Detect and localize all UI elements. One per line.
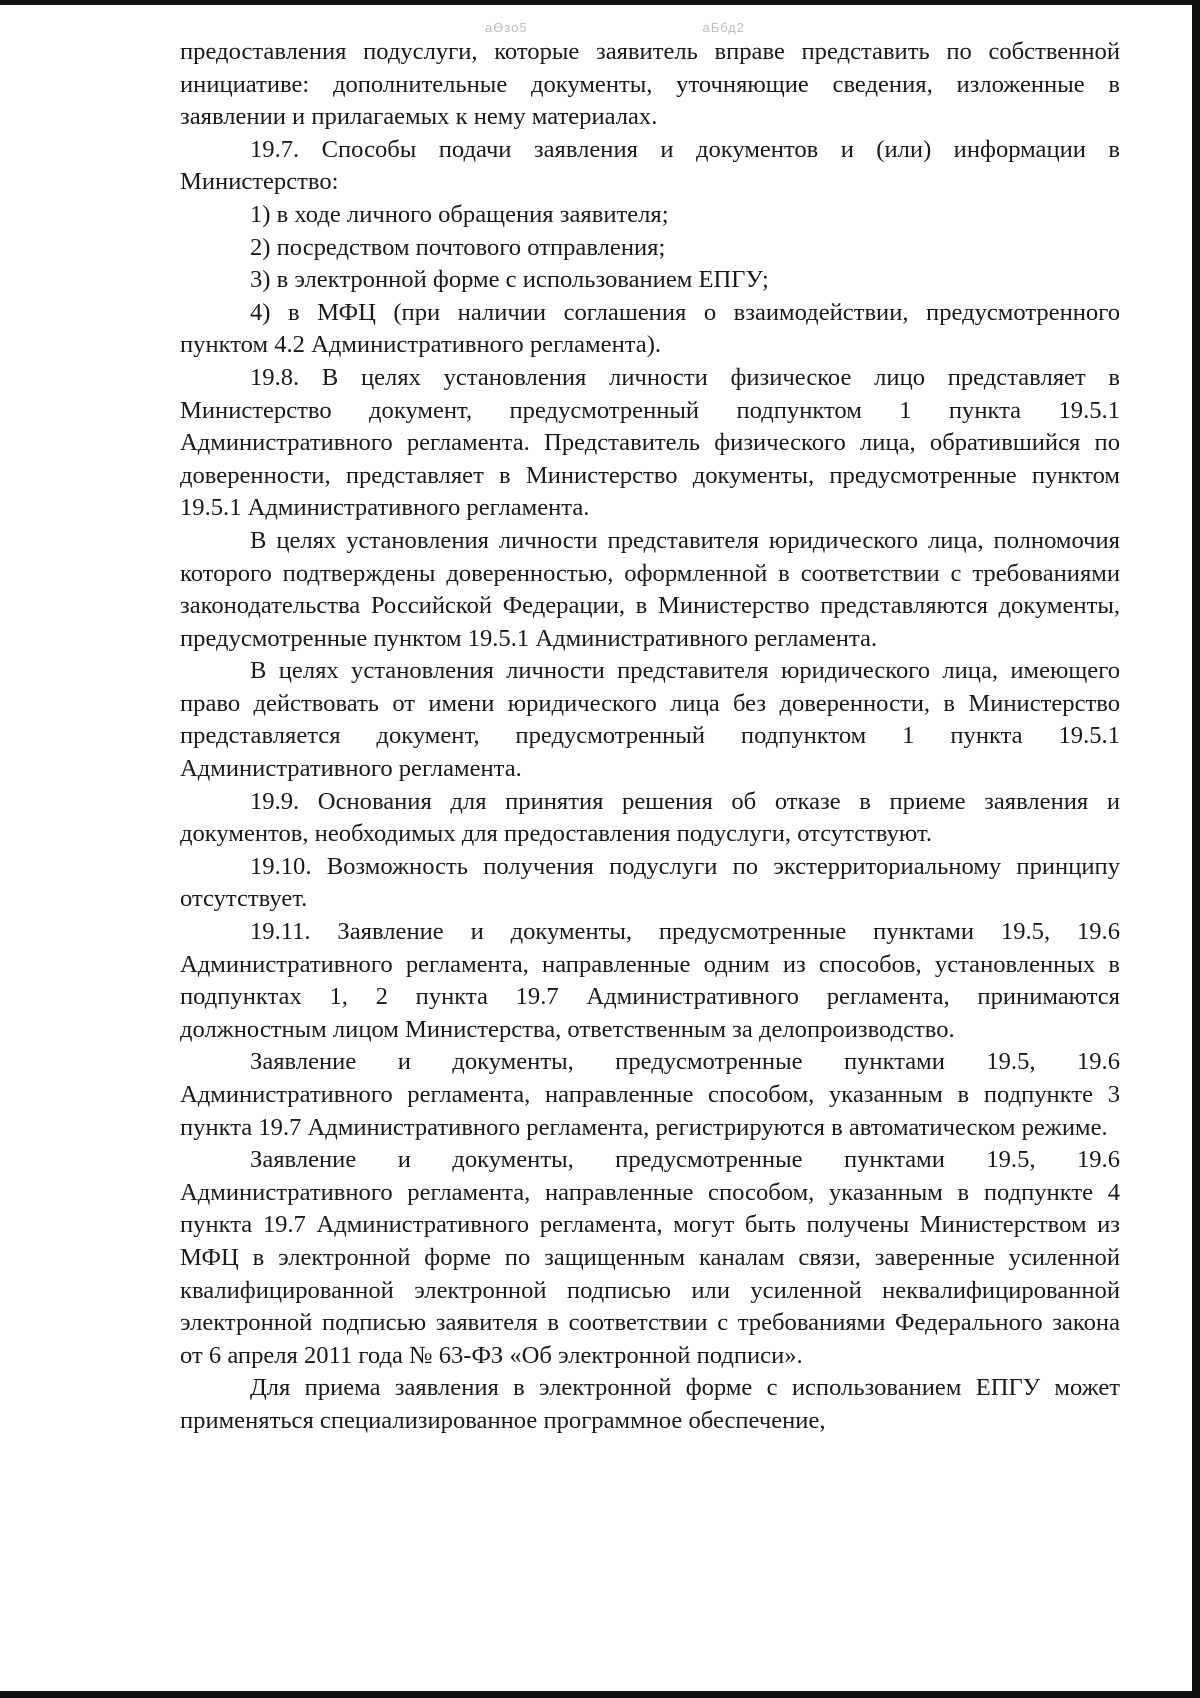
paragraph-19-9: 19.9. Основания для принятия решения об отказе в приеме заявления и документов, необходимых для предоставления подуслуги, отсутствуют.	[180, 787, 1120, 848]
list-item-3: 3) в электронной форме с использованием ЕПГУ;	[250, 266, 769, 294]
paragraph-19-8: 19.8. В целях установления личности физическое лицо представляет в Министерство документ, предусмотренный подпунктом 1 пункта 19.5.1 Административного регламента. Представитель физического лица, обратившийся по доверенности, представляет в Министерство документы, предусмотренные пунктом 19.5.1 Административного регламента.	[180, 363, 1120, 522]
scan-edge-top	[0, 0, 1200, 5]
paragraph-mfc-electronic: Заявление и документы, предусмотренные пунктами 19.5, 19.6 Административного регламента, направленные способом, указанным в подпункте 4 пункта 19.7 Административного регламента, могут быть получены Министерством из МФЦ в электронной форме по защищенным каналам связи, заверенные усиленной квалифицированной электронной подписью или усиленной неквалифицированной электронной подписью заявителя в соответствии с требованиями Федерального закона от 6 апреля 2011 года № 63-ФЗ «Об электронной подписи».	[180, 1146, 1120, 1369]
paragraph-legal-entity-without-proxy: В целях установления личности представителя юридического лица, имеющего право действовать от имени юридического лица без доверенности, в Министерство представляется документ, предусмотренный подпунктом 1 пункта 19.5.1 Административного регламента.	[180, 657, 1120, 783]
list-item-2: 2) посредством почтового отправления;	[250, 233, 666, 261]
paragraph-epgu-software: Для приема заявления в электронной форме с использованием ЕПГУ может применяться специализированное программное обеспечение,	[180, 1374, 1120, 1434]
paragraph-19-11: 19.11. Заявление и документы, предусмотренные пунктами 19.5, 19.6 Административного регламента, направленные одним из способов, установленных в подпунктах 1, 2 пункта 19.7 Административного регламента, принимаются должностным лицом Министерства, ответственным за делопроизводство.	[180, 918, 1120, 1043]
paragraph-19-10: 19.10. Возможность получения подуслуги по экстерриториальному принципу отсутствует.	[180, 852, 1120, 913]
document-page	[180, 36, 1120, 1438]
scan-edge-bottom	[0, 1691, 1200, 1698]
scan-edge-right	[1192, 0, 1200, 1698]
list-item-4: 4) в МФЦ (при наличии соглашения о взаимодействии, предусмотренного пунктом 4.2 Административного регламента).	[180, 298, 1120, 359]
paragraph-continuation: предоставления подуслуги, которые заявитель вправе представить по собственной инициативе: дополнительные документы, уточняющие сведения, изложенные в заявлении и прилагаемых к нему материалах.	[180, 38, 1120, 131]
list-item-1: 1) в ходе личного обращения заявителя;	[250, 200, 669, 228]
faint-header-mark: аӨзо5	[485, 20, 528, 35]
paragraph-19-7: 19.7. Способы подачи заявления и документов и (или) информации в Министерство:	[180, 135, 1120, 196]
paragraph-epgu-registration: Заявление и документы, предусмотренные пунктами 19.5, 19.6 Административного регламента, направленные способом, указанным в подпункте 3 пункта 19.7 Административного регламента, регистрируются в автоматическом режиме.	[180, 1048, 1120, 1141]
faint-header-marks	[485, 20, 745, 35]
paragraph-legal-representative: В целях установления личности представителя юридического лица, полномочия которого подтверждены доверенностью, оформленной в соответствии с требованиями законодательства Российской Федерации, в Министерство представляются документы, предусмотренные пунктом 19.5.1 Административного регламента.	[180, 526, 1120, 652]
faint-header-mark: аБбд2	[702, 20, 745, 35]
